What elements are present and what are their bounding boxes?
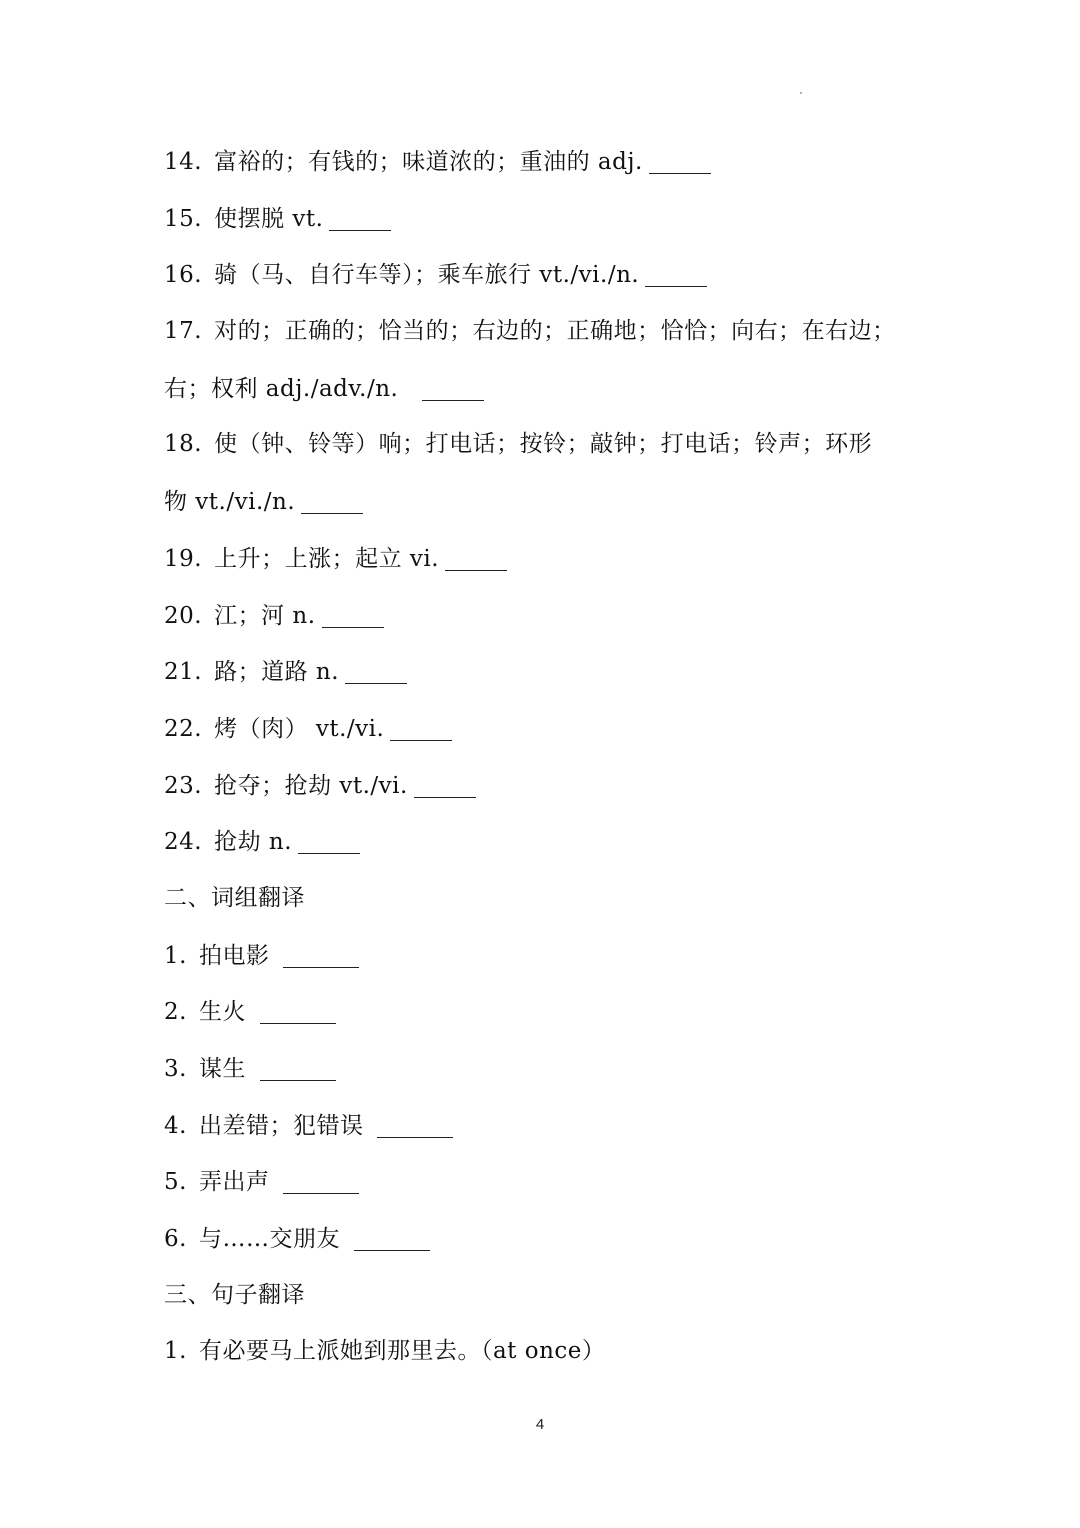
- vocab-item-16: [164, 253, 924, 310]
- answer-blank[interactable]: [390, 712, 452, 741]
- item-number: 6.: [164, 1226, 187, 1253]
- phrase-item-1: [164, 934, 924, 991]
- item-prompt: 生火: [198, 999, 246, 1026]
- item-prompt: 上升；上涨；起立 vi.: [214, 545, 440, 572]
- answer-blank[interactable]: [649, 145, 711, 174]
- answer-blank[interactable]: [345, 655, 407, 684]
- answer-blank[interactable]: [322, 599, 384, 628]
- answer-blank[interactable]: [377, 1109, 453, 1138]
- answer-blank[interactable]: [260, 995, 336, 1024]
- item-number: 19.: [164, 545, 203, 572]
- vocab-item-21: [164, 650, 924, 707]
- phrase-item-2: [164, 990, 924, 1047]
- vocab-item-15: [164, 197, 924, 254]
- item-number: 23.: [164, 772, 203, 799]
- item-number: 18.: [164, 431, 203, 458]
- item-number: 22.: [164, 715, 203, 742]
- item-number: 2.: [164, 999, 187, 1026]
- item-number: 5.: [164, 1169, 187, 1196]
- section-heading-phrases: 二、词组翻译: [164, 884, 305, 911]
- vocab-item-24: [164, 820, 924, 877]
- item-prompt: 抢夺；抢劫 vt./vi.: [214, 772, 408, 799]
- answer-blank[interactable]: [283, 1165, 359, 1194]
- answer-blank[interactable]: [414, 769, 476, 798]
- answer-blank[interactable]: [422, 372, 484, 401]
- item-prompt: 江；河 n.: [214, 602, 316, 629]
- phrase-item-6: [164, 1217, 924, 1274]
- item-prompt: 出差错；犯错误: [198, 1112, 364, 1139]
- section-heading-sentences: 三、句子翻译: [164, 1281, 305, 1308]
- item-number: 17.: [164, 318, 203, 345]
- answer-blank[interactable]: [283, 939, 359, 968]
- answer-blank[interactable]: [329, 202, 391, 231]
- answer-blank[interactable]: [645, 258, 707, 287]
- exercise-content: [164, 140, 924, 1387]
- vocab-item-19: [164, 537, 924, 594]
- item-prompt: 路；道路 n.: [214, 659, 340, 686]
- item-number: 14.: [164, 149, 203, 175]
- item-number: 21.: [164, 659, 203, 686]
- item-number: 1.: [164, 942, 187, 969]
- vocab-item-14: [164, 140, 924, 197]
- vocab-item-18: [164, 423, 924, 480]
- item-prompt-continued: 右；权利 adj./adv./n.: [164, 375, 399, 402]
- page-number: 4: [535, 1416, 545, 1433]
- item-prompt: 对的；正确的；恰当的；右边的；正确地；恰恰；向右；在右边；: [214, 318, 896, 345]
- answer-blank[interactable]: [354, 1222, 430, 1251]
- phrase-item-4: [164, 1104, 924, 1161]
- item-prompt: 谋生: [198, 1056, 246, 1082]
- item-prompt: 骑（马、自行车等）；乘车旅行 vt./vi./n.: [214, 262, 640, 289]
- item-prompt: 有必要马上派她到那里去。（at once）: [198, 1338, 606, 1365]
- item-prompt: 抢劫 n.: [214, 829, 293, 856]
- item-number: 15.: [164, 205, 203, 232]
- item-prompt-continued: 物 vt./vi./n.: [164, 489, 296, 516]
- item-prompt: 使（钟、铃等）响；打电话；按铃；敲钟；打电话；铃声；环形: [214, 431, 873, 458]
- answer-blank[interactable]: [301, 485, 363, 514]
- item-number: 16.: [164, 262, 203, 289]
- phrase-item-3: [164, 1047, 924, 1104]
- vocab-item-18-continued: [164, 480, 924, 537]
- phrase-item-5: [164, 1160, 924, 1217]
- vocab-item-20: [164, 594, 924, 651]
- item-prompt: 弄出声: [198, 1169, 270, 1196]
- item-number: 20.: [164, 602, 203, 629]
- item-prompt: 烤（肉） vt./vi.: [214, 715, 385, 742]
- vocab-item-17: [164, 310, 924, 367]
- item-prompt: 与……交朋友: [198, 1226, 340, 1253]
- item-number: 3.: [164, 1056, 187, 1082]
- answer-blank[interactable]: [260, 1052, 336, 1081]
- item-number: 4.: [164, 1112, 187, 1139]
- item-prompt: 使摆脱 vt.: [214, 205, 324, 232]
- vocab-item-17-continued: [164, 367, 924, 424]
- sentence-item-1: [164, 1330, 924, 1387]
- item-prompt: 拍电影: [198, 942, 270, 969]
- item-prompt: 富裕的；有钱的；味道浓的；重油的 adj.: [214, 149, 643, 175]
- item-number: 1.: [164, 1338, 187, 1365]
- vocab-item-22: [164, 707, 924, 764]
- item-number: 24.: [164, 829, 203, 856]
- scan-speck: [800, 92, 802, 94]
- vocab-item-23: [164, 764, 924, 821]
- answer-blank[interactable]: [298, 825, 360, 854]
- answer-blank[interactable]: [445, 542, 507, 571]
